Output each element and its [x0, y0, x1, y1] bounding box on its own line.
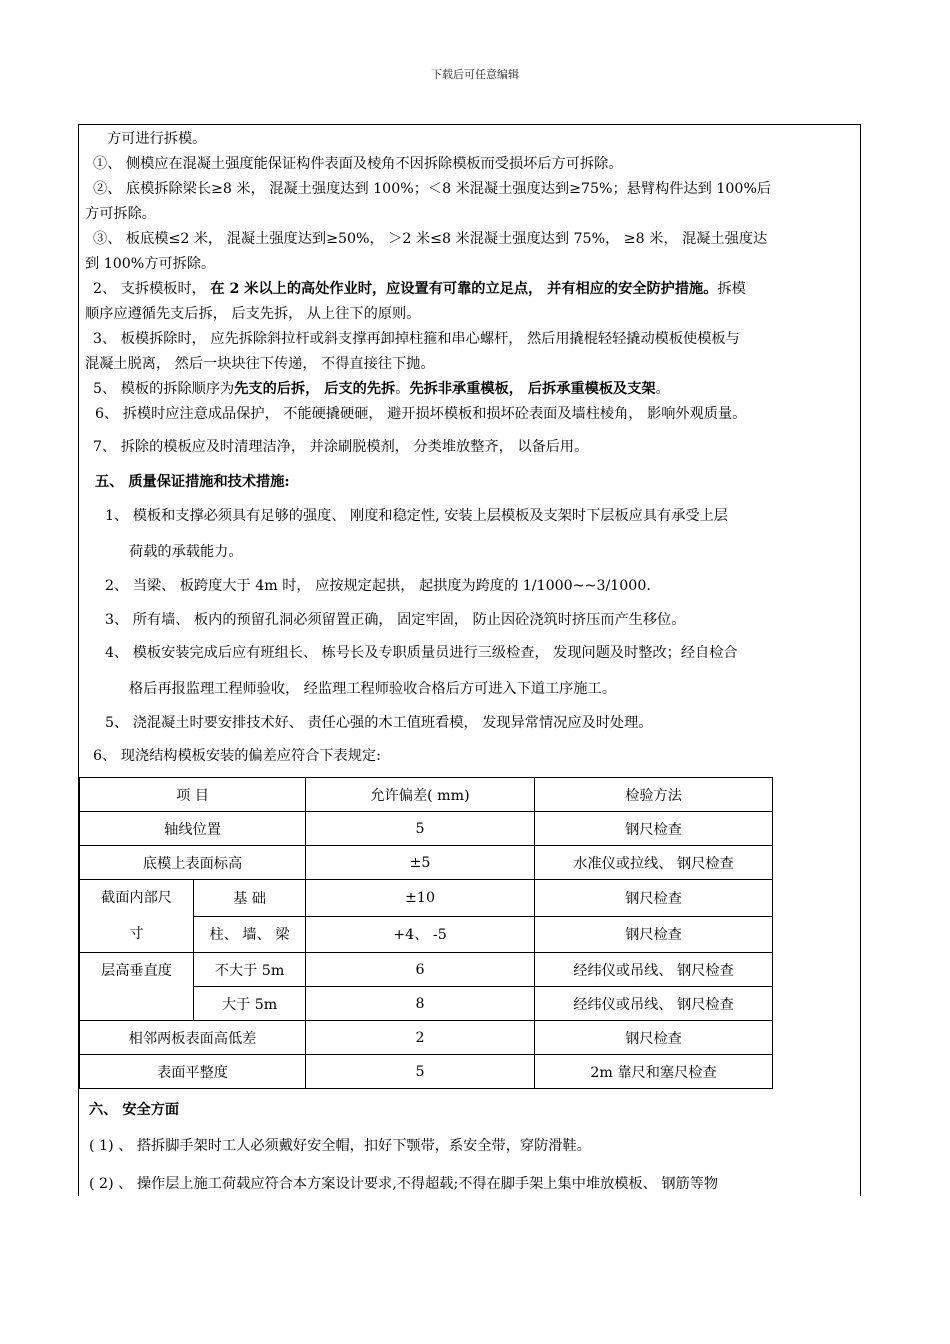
- table-group-cell: 层高垂直度: [80, 953, 194, 1021]
- table-row: [80, 846, 773, 880]
- text-line: 3、 板模拆除时， 应先拆除斜拉杆或斜支撑再卸掉柱箍和串心螺杆， 然后用撬棍轻轻撬动模板使模板与: [93, 331, 740, 347]
- bold-text-span: 在 2 米以上的高处作业时，应设置有可靠的立足点， 并有相应的安全防护措施。: [210, 281, 718, 297]
- table-cell: 相邻两板表面高低差: [80, 1021, 306, 1055]
- table-group-cell: [80, 880, 194, 953]
- table-cell: 钢尺检查: [535, 812, 773, 846]
- bold-text-span: 先支的后拆， 后支的先拆: [234, 381, 396, 397]
- table-row: [80, 812, 773, 846]
- list-item: 4、 模板安装完成后应有班组长、 栋号长及专职质量员进行三级检查， 发现问题及时整改；经自检合: [105, 645, 738, 661]
- section-title: 五、 质量保证措施和技术措施:: [95, 474, 290, 490]
- text-line: 混凝土脱离， 然后一块块往下传递， 不得直接往下抛。: [85, 356, 435, 372]
- table-row: [80, 1055, 773, 1089]
- table-cell: 表面平整度: [80, 1055, 306, 1089]
- text-line: ②、 底模拆除梁长≥8 米， 混凝土强度达到 100%；＜8 米混凝土强度达到≥75%；悬臂构件达到 100%后: [93, 181, 772, 197]
- table-cell: 底模上表面标高: [80, 846, 306, 880]
- text-line: 7、 拆除的模板应及时清理洁净， 并涂刷脱模剂， 分类堆放整齐， 以备后用。: [93, 439, 589, 455]
- text-span: 。: [395, 381, 410, 397]
- table-header: 检验方法: [535, 778, 773, 812]
- text-span: 拆模: [717, 281, 746, 297]
- list-item: 格后再报监理工程师验收， 经监理工程师验收合格后方可进入下道工序施工。: [129, 681, 616, 697]
- section-title: 六、 安全方面: [89, 1102, 180, 1118]
- table-header-row: [80, 778, 773, 812]
- list-item: 5、 浇混凝土时要安排技术好、 责任心强的木工值班看模， 发现异常情况应及时处理。: [105, 715, 653, 731]
- table-row: [80, 880, 773, 917]
- page-header: 下载后可任意编辑: [431, 68, 519, 81]
- text-line: 方可进行拆模。: [107, 131, 207, 147]
- table-cell: 5: [306, 812, 535, 846]
- table-cell: 钢尺检查: [535, 916, 773, 953]
- table-header: 允许偏差( mm): [306, 778, 535, 812]
- table-cell: 2m 靠尺和塞尺检查: [535, 1055, 773, 1089]
- table-cell: 5: [306, 1055, 535, 1089]
- content-frame: [78, 124, 861, 1196]
- table-cell: ±5: [306, 846, 535, 880]
- table-cell: 6: [306, 953, 535, 987]
- text-line: 到 100%方可拆除。: [85, 256, 216, 272]
- table-cell: 大于 5m: [194, 987, 306, 1021]
- list-item: 2、 当梁、 板跨度大于 4m 时， 应按规定起拱， 起拱度为跨度的 1/1000~~3/1000.: [105, 578, 651, 594]
- list-item: ( 2) 、 操作层上施工荷载应符合本方案设计要求,不得超载;不得在脚手架上集中堆放模板、 钢筋等物: [89, 1176, 719, 1192]
- table-cell: 钢尺检查: [535, 880, 773, 917]
- table-cell: ±10: [306, 880, 535, 917]
- table-cell: 钢尺检查: [535, 1021, 773, 1055]
- table-cell: 基 础: [194, 880, 306, 917]
- table-cell: 2: [306, 1021, 535, 1055]
- text-span: 2、 支拆模板时，: [93, 281, 211, 297]
- group-label-line: 寸: [129, 926, 144, 942]
- table-cell: 8: [306, 987, 535, 1021]
- group-label-line: 截面内部尺: [101, 890, 172, 906]
- list-item: ( 1) 、 搭拆脚手架时工人必须戴好安全帽，扣好下颚带，系安全带，穿防滑鞋。: [89, 1138, 591, 1154]
- table-header: 项 目: [80, 778, 306, 812]
- table-cell: 经纬仪或吊线、 钢尺检查: [535, 953, 773, 987]
- text-span: 。: [655, 381, 670, 397]
- bold-text-span: 先拆非承重模板， 后拆承重模板及支架: [409, 381, 656, 397]
- table-cell: 柱、 墙、 梁: [194, 916, 306, 953]
- text-line: 顺序应遵循先支后拆， 后支先拆， 从上往下的原则。: [85, 306, 421, 322]
- text-line: 方可拆除。: [85, 206, 156, 222]
- table-cell: +4、 -5: [306, 916, 535, 953]
- table-cell: 经纬仪或吊线、 钢尺检查: [535, 987, 773, 1021]
- list-item: 6、 现浇结构模板安装的偏差应符合下表规定:: [93, 748, 381, 764]
- tolerance-table: [79, 777, 773, 1089]
- table-row: [80, 1021, 773, 1055]
- list-item: 3、 所有墙、 板内的预留孔洞必须留置正确， 固定牢固， 防止因砼浇筑时挤压而产生移位。: [105, 612, 686, 628]
- table-cell: 水准仪或拉线、 钢尺检查: [535, 846, 773, 880]
- text-line-bold-mixed: [93, 380, 670, 398]
- text-span: 5、 模板的拆除顺序为: [93, 381, 235, 397]
- text-line-bold-mixed: [93, 280, 746, 298]
- table-cell: 不大于 5m: [194, 953, 306, 987]
- list-item: 1、 模板和支撑必须具有足够的强度、 刚度和稳定性, 安装上层模板及支架时下层板应具有承受上层: [105, 508, 728, 524]
- table-cell: 轴线位置: [80, 812, 306, 846]
- text-line: ①、 侧模应在混凝土强度能保证构件表面及棱角不因拆除模板而受损坏后方可拆除。: [93, 156, 623, 172]
- table-row: [80, 953, 773, 987]
- list-item: 荷载的承载能力。: [129, 544, 243, 560]
- text-line: 6、 拆模时应注意成品保护， 不能硬撬硬砸， 避开损坏模板和损坏砼表面及墙柱棱角， 影响外观质量。: [95, 406, 747, 422]
- text-line: ③、 板底模≤2 米， 混凝土强度达到≥50%， ＞2 米≤8 米混凝土强度达到 75%， ≥8 米， 混凝土强度达: [93, 231, 768, 247]
